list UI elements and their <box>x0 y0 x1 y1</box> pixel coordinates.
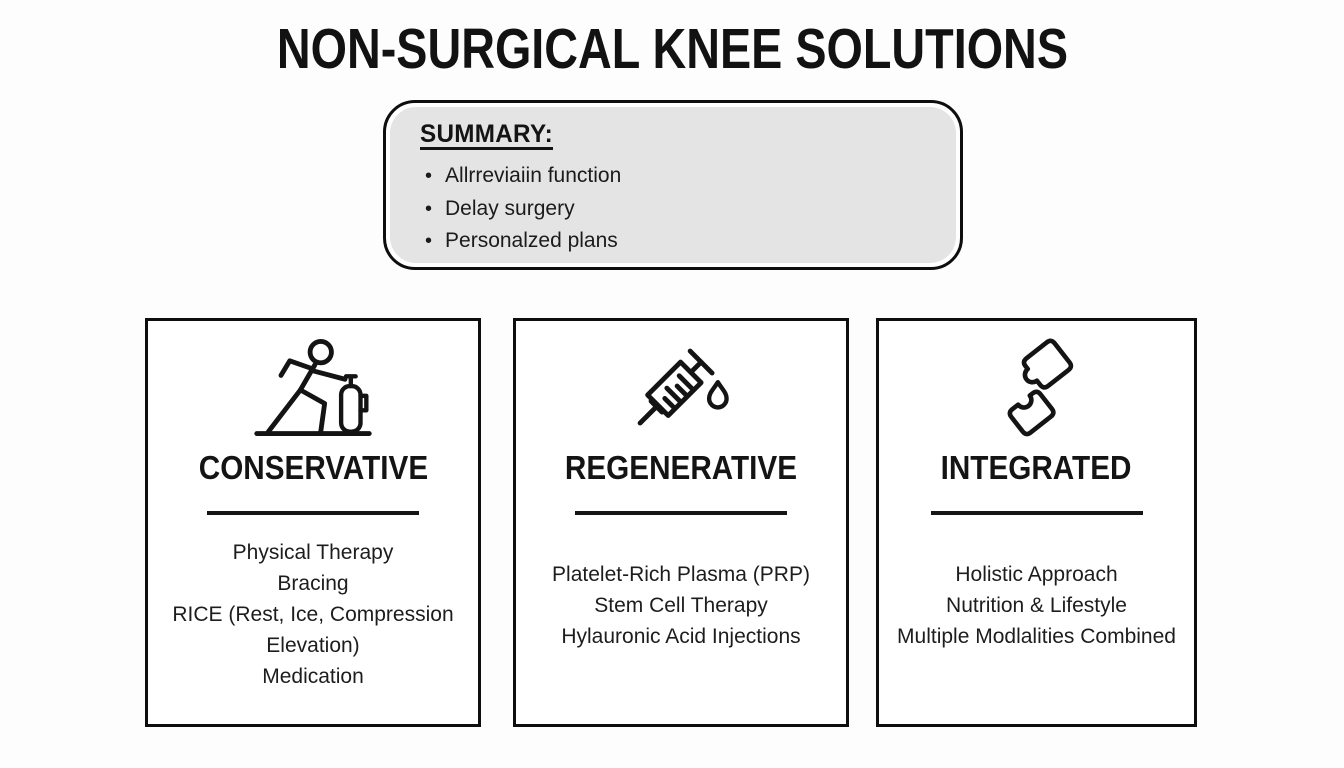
card-integrated <box>876 318 1197 727</box>
card-title-text: CONSERVATIVE <box>198 449 428 486</box>
card-title <box>160 449 466 487</box>
page-title-text: NON-SURGICAL KNEE SOLUTIONS <box>276 17 1068 81</box>
syringe-icon <box>528 335 834 441</box>
card-item: Hylauronic Acid Injections <box>561 624 801 648</box>
card-title <box>528 449 834 487</box>
summary-inner-panel <box>390 107 956 263</box>
summary-bullet-text: Allrreviaiin function <box>445 164 622 187</box>
bullet-dot-icon: • <box>425 197 433 220</box>
summary-bullet-item <box>425 225 936 258</box>
card-item: Physical Therapy <box>232 540 394 564</box>
card-item: Holistic Approach <box>955 562 1118 586</box>
card-title-text: INTEGRATED <box>941 449 1132 486</box>
card-item: Bracing <box>277 571 349 595</box>
puzzle-icon <box>891 335 1182 441</box>
summary-box <box>383 100 963 270</box>
summary-bullet-item <box>425 160 936 193</box>
card-item-list <box>160 537 466 692</box>
card-item: RICE (Rest, Ice, Compression Elevation) <box>172 602 454 657</box>
exercise-person-icon <box>160 335 466 441</box>
card-item-list <box>891 559 1182 652</box>
summary-list <box>420 160 936 258</box>
summary-heading: SUMMARY: <box>420 120 553 148</box>
card-title-text: REGENERATIVE <box>564 449 798 486</box>
card-regenerative <box>513 318 849 727</box>
card-item: Nutrition & Lifestyle <box>946 593 1127 617</box>
card-item: Stem Cell Therapy <box>594 593 768 617</box>
bullet-dot-icon: • <box>425 230 433 252</box>
card-item-list <box>528 559 834 652</box>
card-divider <box>575 511 787 515</box>
page-title <box>0 16 1344 82</box>
card-item: Multiple Modlalities Combined <box>897 624 1176 648</box>
card-divider <box>931 511 1143 515</box>
summary-bullet-text: Delay surgery <box>445 196 575 220</box>
card-title <box>891 449 1182 487</box>
card-item: Medication <box>262 664 364 688</box>
card-conservative <box>145 318 481 727</box>
summary-bullet-text: Personalzed plans <box>445 229 618 252</box>
summary-bullet-item <box>425 193 936 226</box>
card-divider <box>207 511 419 515</box>
card-item: Platelet-Rich Plasma (PRP) <box>552 562 810 586</box>
bullet-dot-icon: • <box>425 165 433 187</box>
